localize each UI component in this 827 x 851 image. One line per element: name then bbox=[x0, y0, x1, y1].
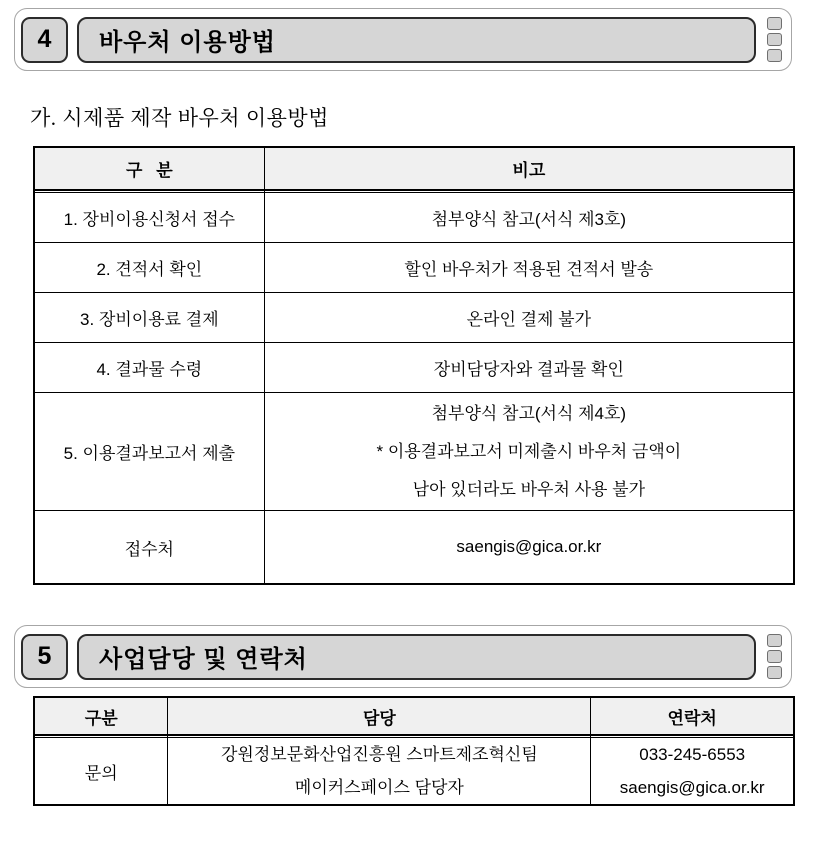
contact-department bbox=[168, 738, 591, 804]
step-label: 접수처 bbox=[35, 511, 265, 583]
note-line: 남아 있더라도 바우처 사용 불가 bbox=[412, 479, 646, 499]
department-line: 강원정보문화산업진흥원 스마트제조혁신팀 bbox=[221, 745, 538, 764]
note-line: * 이용결과보고서 미제출시 바우처 금액이 bbox=[376, 441, 682, 461]
column-header-note: 비고 bbox=[265, 148, 793, 191]
decorative-square-icon bbox=[767, 17, 782, 30]
step-note bbox=[265, 393, 793, 511]
note-line: 첨부양식 참고(서식 제4호) bbox=[431, 403, 627, 423]
decorative-square-icon bbox=[767, 634, 782, 647]
step-label: 5. 이용결과보고서 제출 bbox=[35, 393, 265, 511]
table-row bbox=[35, 511, 793, 583]
section-title: 사업담당 및 연락처 bbox=[77, 634, 756, 680]
table-row bbox=[35, 293, 793, 343]
column-header-category: 구분 bbox=[35, 698, 168, 736]
contact-phone: 033-245-6553 bbox=[639, 745, 746, 764]
table-row bbox=[35, 393, 793, 511]
step-note: 첨부양식 참고(서식 제3호) bbox=[265, 193, 793, 243]
decorative-squares bbox=[767, 634, 782, 679]
decorative-square-icon bbox=[767, 666, 782, 679]
decorative-squares bbox=[767, 17, 782, 62]
table-row bbox=[35, 738, 793, 804]
step-note: 온라인 결제 불가 bbox=[265, 293, 793, 343]
section-header-4 bbox=[14, 8, 792, 71]
table-header-row bbox=[35, 698, 793, 736]
section-number-badge: 4 bbox=[21, 17, 68, 63]
submission-email: saengis@gica.or.kr bbox=[456, 537, 602, 556]
column-header-category: 구 분 bbox=[35, 148, 265, 191]
section-number-badge: 5 bbox=[21, 634, 68, 680]
contact-table bbox=[33, 696, 795, 806]
decorative-square-icon bbox=[767, 650, 782, 663]
step-note: 장비담당자와 결과물 확인 bbox=[265, 343, 793, 393]
step-label: 3. 장비이용료 결제 bbox=[35, 293, 265, 343]
contact-email: saengis@gica.or.kr bbox=[619, 778, 765, 797]
table-row bbox=[35, 343, 793, 393]
voucher-usage-table bbox=[33, 146, 795, 585]
step-label: 2. 견적서 확인 bbox=[35, 243, 265, 293]
decorative-square-icon bbox=[767, 49, 782, 62]
step-label: 1. 장비이용신청서 접수 bbox=[35, 193, 265, 243]
contact-info bbox=[591, 738, 793, 804]
step-label: 4. 결과물 수령 bbox=[35, 343, 265, 393]
table-row bbox=[35, 243, 793, 293]
contact-category: 문의 bbox=[35, 738, 168, 804]
table-row bbox=[35, 193, 793, 243]
section-title: 바우처 이용방법 bbox=[77, 17, 756, 63]
column-header-department: 담당 bbox=[168, 698, 591, 736]
subsection-title: 가. 시제품 제작 바우처 이용방법 bbox=[30, 106, 329, 130]
step-note: 할인 바우처가 적용된 견적서 발송 bbox=[265, 243, 793, 293]
decorative-square-icon bbox=[767, 33, 782, 46]
department-line: 메이커스페이스 담당자 bbox=[294, 778, 464, 797]
column-header-contact: 연락처 bbox=[591, 698, 793, 736]
table-header-row bbox=[35, 148, 793, 191]
section-header-5 bbox=[14, 625, 792, 688]
